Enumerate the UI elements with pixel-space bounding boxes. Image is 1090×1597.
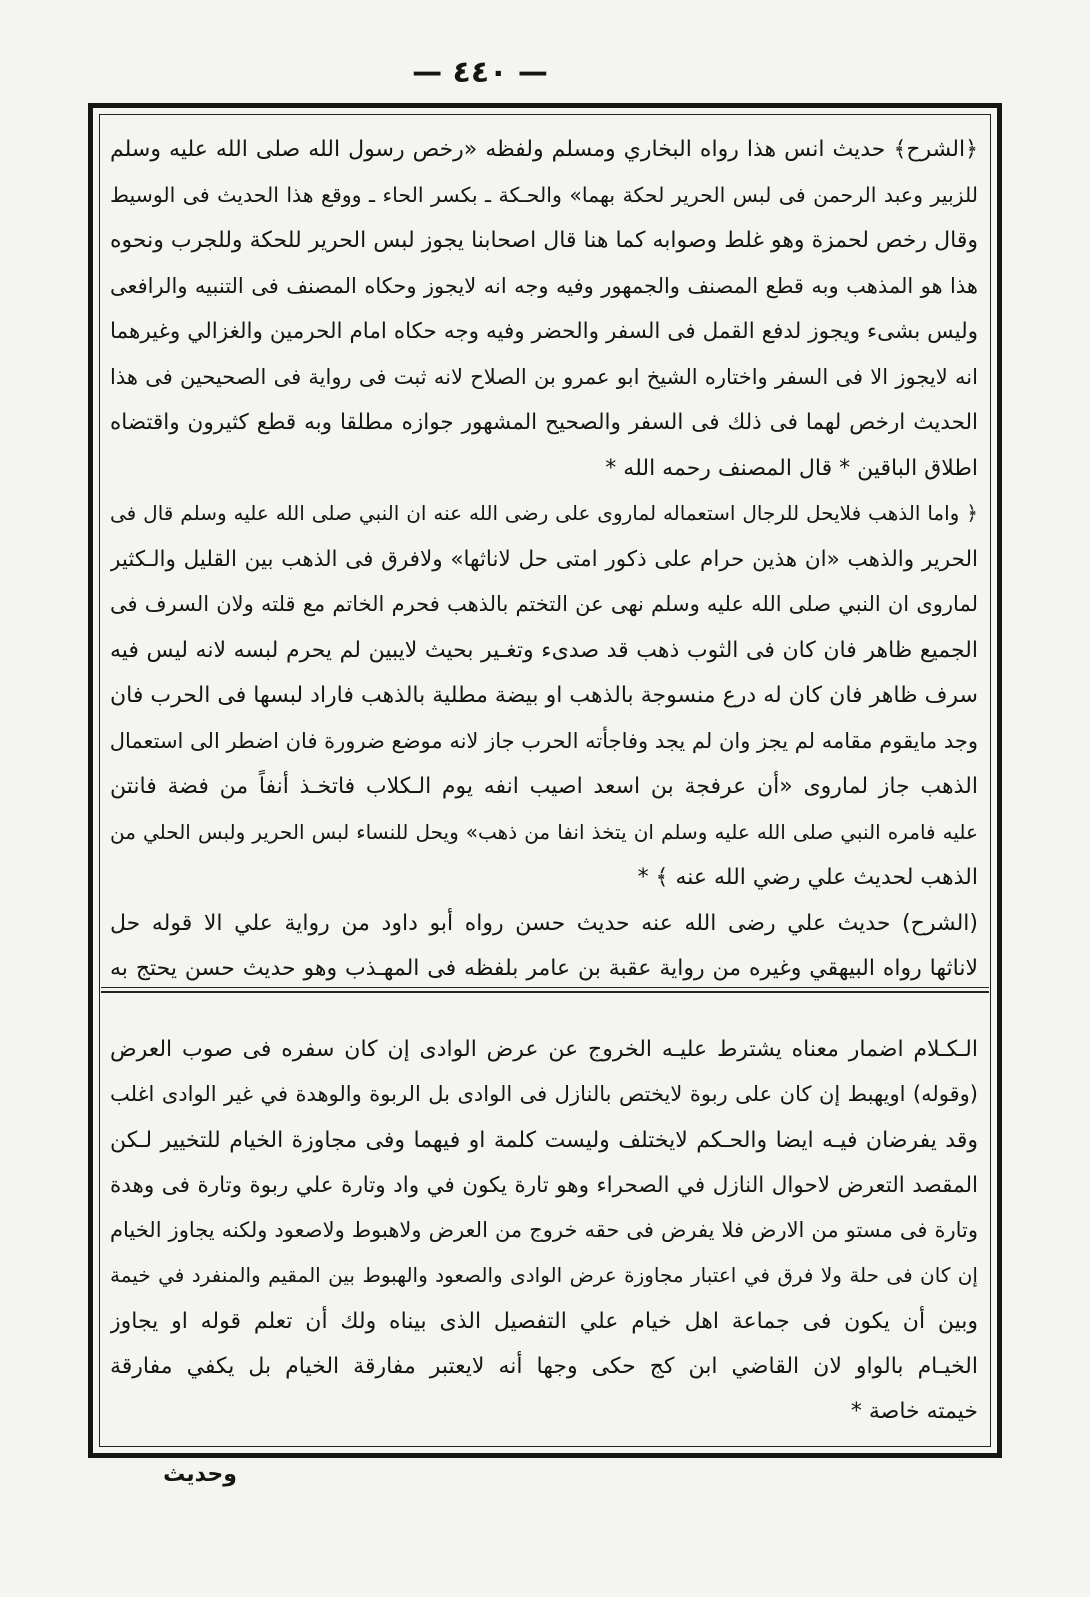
footnote-line: وبين أن يكون فى جماعة اهل خيام علي التفصيل الذى بيناه ولك أن تعلم قوله او يجاوز (110, 1308, 978, 1334)
footnote-line: الخيـام بالواو لان القاضي ابن كج حكى وجها أنه لايعتبر مفارقة الخيام بل يكفي مفارقة (110, 1353, 978, 1379)
main-text-line: هذا هو المذهب وبه قطع المصنف والجمهور وفيه وجه انه لايجوز وحكاه المصنف فى التنبيه والرافعى (110, 273, 978, 298)
main-text-line: عليه فامره النبي صلى الله عليه وسلم ان يتخذ انفا من ذهب» ويحل للنساء لبس الحرير ولبس الحلي من (110, 819, 978, 844)
main-text-line: لاناثها رواه البيهقي وغيره من رواية عقبة بن عامر بلفظه فى المهـذب وهو حديث حسن يحتج به (110, 956, 978, 981)
main-text-line: اطلاق الباقين * قال المصنف رحمه الله * (605, 455, 978, 481)
footnote-line: المقصد التعرض لاحوال النازل في الصحراء وهو تارة يكون في واد وتارة علي ربوة وتارة فى وهدة (110, 1172, 978, 1198)
main-text-line: (الشرح) حديث علي رضى الله عنه حديث حسن رواه أبو داود من رواية علي الا قوله حل (110, 910, 978, 936)
footnote-divider (101, 987, 989, 993)
footnote-line: (وقوله) اويهبط إن كان على ربوة لايختص بالنازل فى الوادى بل الربوة والوهدة في غير الوادى اغلب (110, 1082, 978, 1107)
main-text-line: لماروى ان النبي صلى الله عليه وسلم نهى عن التختم بالذهب فحرم الخاتم مع قلته ولان السرف فى (110, 592, 978, 616)
main-text-line: الجميع ظاهر فان كان فى الثوب ذهب قد صدىء وتغـير بحيث لايبين لم يحرم لبسه لانه ليس فيه (110, 637, 978, 663)
footnote-line: وتارة فى مستو من الارض فلا يفرض فى حقه خروج من العرض ولاهبوط ولاصعود ولكنه يجاوز الخيام (110, 1218, 978, 1242)
main-text (110, 127, 978, 992)
main-text-line: الحديث ارخص لهما فى ذلك فى السفر والصحيح المشهور جوازه مطلقا وبه قطع كثيرون واقتضاه (110, 410, 978, 435)
footnote-line: وقد يفرضان فيـه ايضا والحـكم لايختلف وليست كلمة او فيهما وفى مجاوزة الخيام للتخيير لـكن (110, 1127, 978, 1153)
footnote-text (110, 1027, 978, 1434)
main-text-line: الذهب جاز لماروى «أن عرفجة بن اسعد اصيب انفه يوم الـكلاب فاتخـذ أنفاً من فضة فانتن (110, 774, 978, 799)
catchword: وحديث (163, 1462, 237, 1487)
main-text-line: انه لايجوز الا فى السفر واختاره الشيخ ابو عمرو بن الصلاح لانه ثبت فى رواية فى الصحيحين فى هذا (110, 364, 978, 389)
main-text-line: للزبير وعبد الرحمن فى لبس الحرير لحكة بهما» والحـكة ـ بكسر الحاء ـ ووقع هذا الحديث فى الوسيط (110, 182, 978, 207)
main-text-line: الحرير والذهب «ان هذين حرام على ذكور امتى حل لاناثها» ولافرق فى الذهب بين القليل والـكثير (110, 546, 978, 572)
main-text-line: ﴿الشرح﴾ حديث انس هذا رواه البخاري ومسلم ولفظه «رخص رسول الله صلى الله عليه وسلم (110, 137, 978, 162)
main-text-line: الذهب لحديث علي رضي الله عنه ﴾ * (637, 865, 978, 890)
page-number: — ٤٤٠ — (412, 55, 548, 90)
main-text-line: وجد مايقوم مقامه لم يجز وان لم يجد وفاجأته الحرب جاز لانه موضع ضرورة فان اضطر الى استعمال (110, 728, 978, 753)
footnote-line: خيمته خاصة * (850, 1399, 978, 1424)
footnote-line: الـكـلام اضمار معناه يشترط عليـه الخروج عن عرض الوادى إن كان سفره فى صوب العرض (110, 1037, 978, 1062)
main-text-line: وقال رخص لحمزة وهو غلط وصوابه كما هنا قال اصحابنا يجوز لبس الحرير للحكة وللجرب ونحوه (110, 228, 978, 253)
footnote-line: إن كان فى حلة ولا فرق في اعتبار مجاوزة عرض الوادى والصعود والهبوط بين المقيم والمنفرد في خيمة (110, 1263, 978, 1288)
main-text-line: ﴿ واما الذهب فلايحل للرجال استعماله لماروى على رضى الله عنه ان النبي صلى الله عليه وسلم قال فى (110, 501, 978, 525)
main-text-line: سرف ظاهر فان كان له درع منسوجة بالذهب او بيضة مطلية بالذهب فاراد لبسها فى الحرب فان (110, 683, 978, 708)
main-text-line: وليس بشىء ويجوز لدفع القمل فى السفر والحضر وفيه وجه حكاه امام الحرمين والغزالي وغيرهما (110, 319, 978, 344)
